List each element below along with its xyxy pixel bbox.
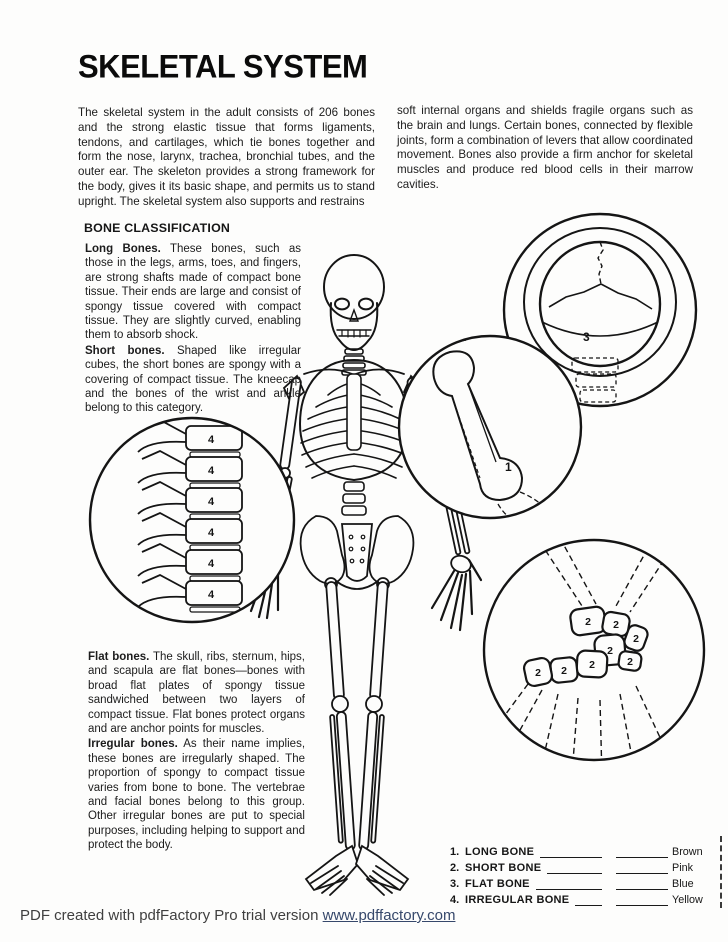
flat-bones-paragraph bbox=[88, 650, 305, 736]
svg-text:4: 4 bbox=[208, 589, 215, 601]
svg-text:4: 4 bbox=[208, 496, 215, 508]
short-bones-paragraph bbox=[85, 344, 301, 416]
skeleton-lumbar-spine bbox=[342, 482, 366, 515]
intro-paragraph-right: soft internal organs and shields fragile organs such as the brain and lungs. Certain bones, connected by flexible joints, form a combination of levers that allow coordinated movement. Bones also provide a firm anchor for skeletal muscles and produce red blood cells in their marrow cavities. bbox=[397, 104, 693, 191]
legend-color-line bbox=[616, 847, 668, 858]
legend-label: IRREGULAR BONE bbox=[465, 894, 570, 906]
svg-text:2: 2 bbox=[607, 645, 613, 657]
legend-color-name: Pink bbox=[672, 862, 694, 874]
footer-text: PDF created with pdfFactory Pro trial version bbox=[20, 907, 319, 924]
legend-row-irregular-bone bbox=[450, 890, 712, 906]
flat-bones-text: The skull, ribs, sternum, hips, and scapula are flat bones—bones with broad flat plates of spongy tissue sandwiched between two layers of compact tissue. Flat bones protect organs and are anchor points for muscles. bbox=[88, 651, 305, 736]
legend-row-flat-bone bbox=[450, 874, 712, 890]
figure-label-flat-bone: 3 bbox=[583, 330, 590, 344]
long-bones-paragraph bbox=[85, 242, 301, 343]
page-edge-mark bbox=[720, 836, 722, 908]
irregular-bones-term: Irregular bones. bbox=[88, 738, 178, 751]
svg-text:4: 4 bbox=[208, 558, 215, 570]
legend-number: 4. bbox=[450, 894, 460, 906]
legend-write-line bbox=[540, 847, 602, 858]
legend-label: LONG BONE bbox=[465, 846, 535, 858]
legend-color-name: Yellow bbox=[672, 894, 703, 906]
intro-paragraph-left: The skeletal system in the adult consists of 206 bones and the strong elastic tissue that forms ligaments, tendons, and cartilages, which tie bones together and form the nose, larynx, trachea, bronchial tubes, and the outer ear. The skeleton provides a strong framework for the body, gives it its basic shape, and permits us to stand upright. The skeletal system also supports and restrains bbox=[78, 106, 375, 208]
skeleton-ribcage bbox=[300, 360, 408, 480]
legend-write-line bbox=[547, 863, 602, 874]
legend-color-line bbox=[616, 895, 668, 906]
legend-color-name: Brown bbox=[672, 846, 703, 858]
classification-lower-text bbox=[88, 650, 305, 854]
legend-color-line bbox=[616, 863, 668, 874]
section-heading-bone-classification: BONE CLASSIFICATION bbox=[84, 221, 231, 235]
classification-upper-text bbox=[85, 242, 301, 417]
color-key-legend bbox=[450, 842, 712, 906]
irregular-bones-paragraph bbox=[88, 737, 305, 852]
long-bones-term: Long Bones. bbox=[85, 243, 161, 255]
legend-color-name: Blue bbox=[672, 878, 694, 890]
svg-text:2: 2 bbox=[627, 656, 633, 668]
legend-label: FLAT BONE bbox=[465, 878, 530, 890]
skeleton-feet bbox=[306, 846, 408, 895]
legend-row-long-bone bbox=[450, 842, 712, 858]
footer-link[interactable]: www.pdffactory.com bbox=[322, 907, 456, 924]
legend-row-short-bone bbox=[450, 858, 712, 874]
irregular-bones-text: As their name implies, these bones are irregularly shaped. The proportion of spongy to compact tissue varies from bone to bone. The vertebrae and facial bones belong to this group. Other irregular bones are put to special purposes, including helping to support and protect the body. bbox=[88, 738, 306, 852]
vertebrae-inset bbox=[90, 418, 294, 622]
svg-text:2: 2 bbox=[585, 616, 591, 628]
pdf-footer bbox=[20, 907, 455, 924]
svg-text:2: 2 bbox=[613, 619, 619, 631]
legend-write-line bbox=[536, 879, 602, 890]
long-bones-text: These bones, such as those in the legs, arms, toes, and fingers, are strong shafts made of compact bone tissue. Their ends are large and consist of spongy tissue covered with compact tissue. They are slightly curved, enabling them to absorb shock. bbox=[85, 243, 301, 342]
short-bones-term: Short bones. bbox=[85, 344, 165, 357]
page-title: SKELETAL SYSTEM bbox=[78, 48, 368, 86]
svg-text:2: 2 bbox=[561, 665, 567, 677]
long-bone-inset bbox=[399, 336, 581, 524]
short-bones-text: Shaped like irregular cubes, the short bones are spongy with a covering of compact tissue. The kneecap and the bones of the wrist and ankle belong to this category. bbox=[85, 344, 301, 415]
skeleton-skull bbox=[324, 255, 384, 350]
legend-number: 2. bbox=[450, 862, 460, 874]
skeleton-pelvis bbox=[301, 516, 414, 590]
svg-text:2: 2 bbox=[535, 667, 541, 679]
legend-color-line bbox=[616, 879, 668, 890]
carpal-inset bbox=[484, 538, 704, 800]
svg-text:4: 4 bbox=[208, 527, 215, 539]
legend-label: SHORT BONE bbox=[465, 862, 542, 874]
skeleton-legs bbox=[326, 582, 388, 850]
svg-text:4: 4 bbox=[208, 465, 215, 477]
legend-write-line bbox=[575, 895, 602, 906]
legend-number: 3. bbox=[450, 878, 460, 890]
legend-number: 1. bbox=[450, 846, 460, 858]
figure-label-long-bone: 1 bbox=[505, 460, 512, 474]
flat-bones-term: Flat bones. bbox=[88, 651, 150, 663]
svg-text:2: 2 bbox=[589, 659, 595, 671]
svg-text:4: 4 bbox=[208, 434, 215, 446]
svg-text:2: 2 bbox=[633, 633, 639, 645]
